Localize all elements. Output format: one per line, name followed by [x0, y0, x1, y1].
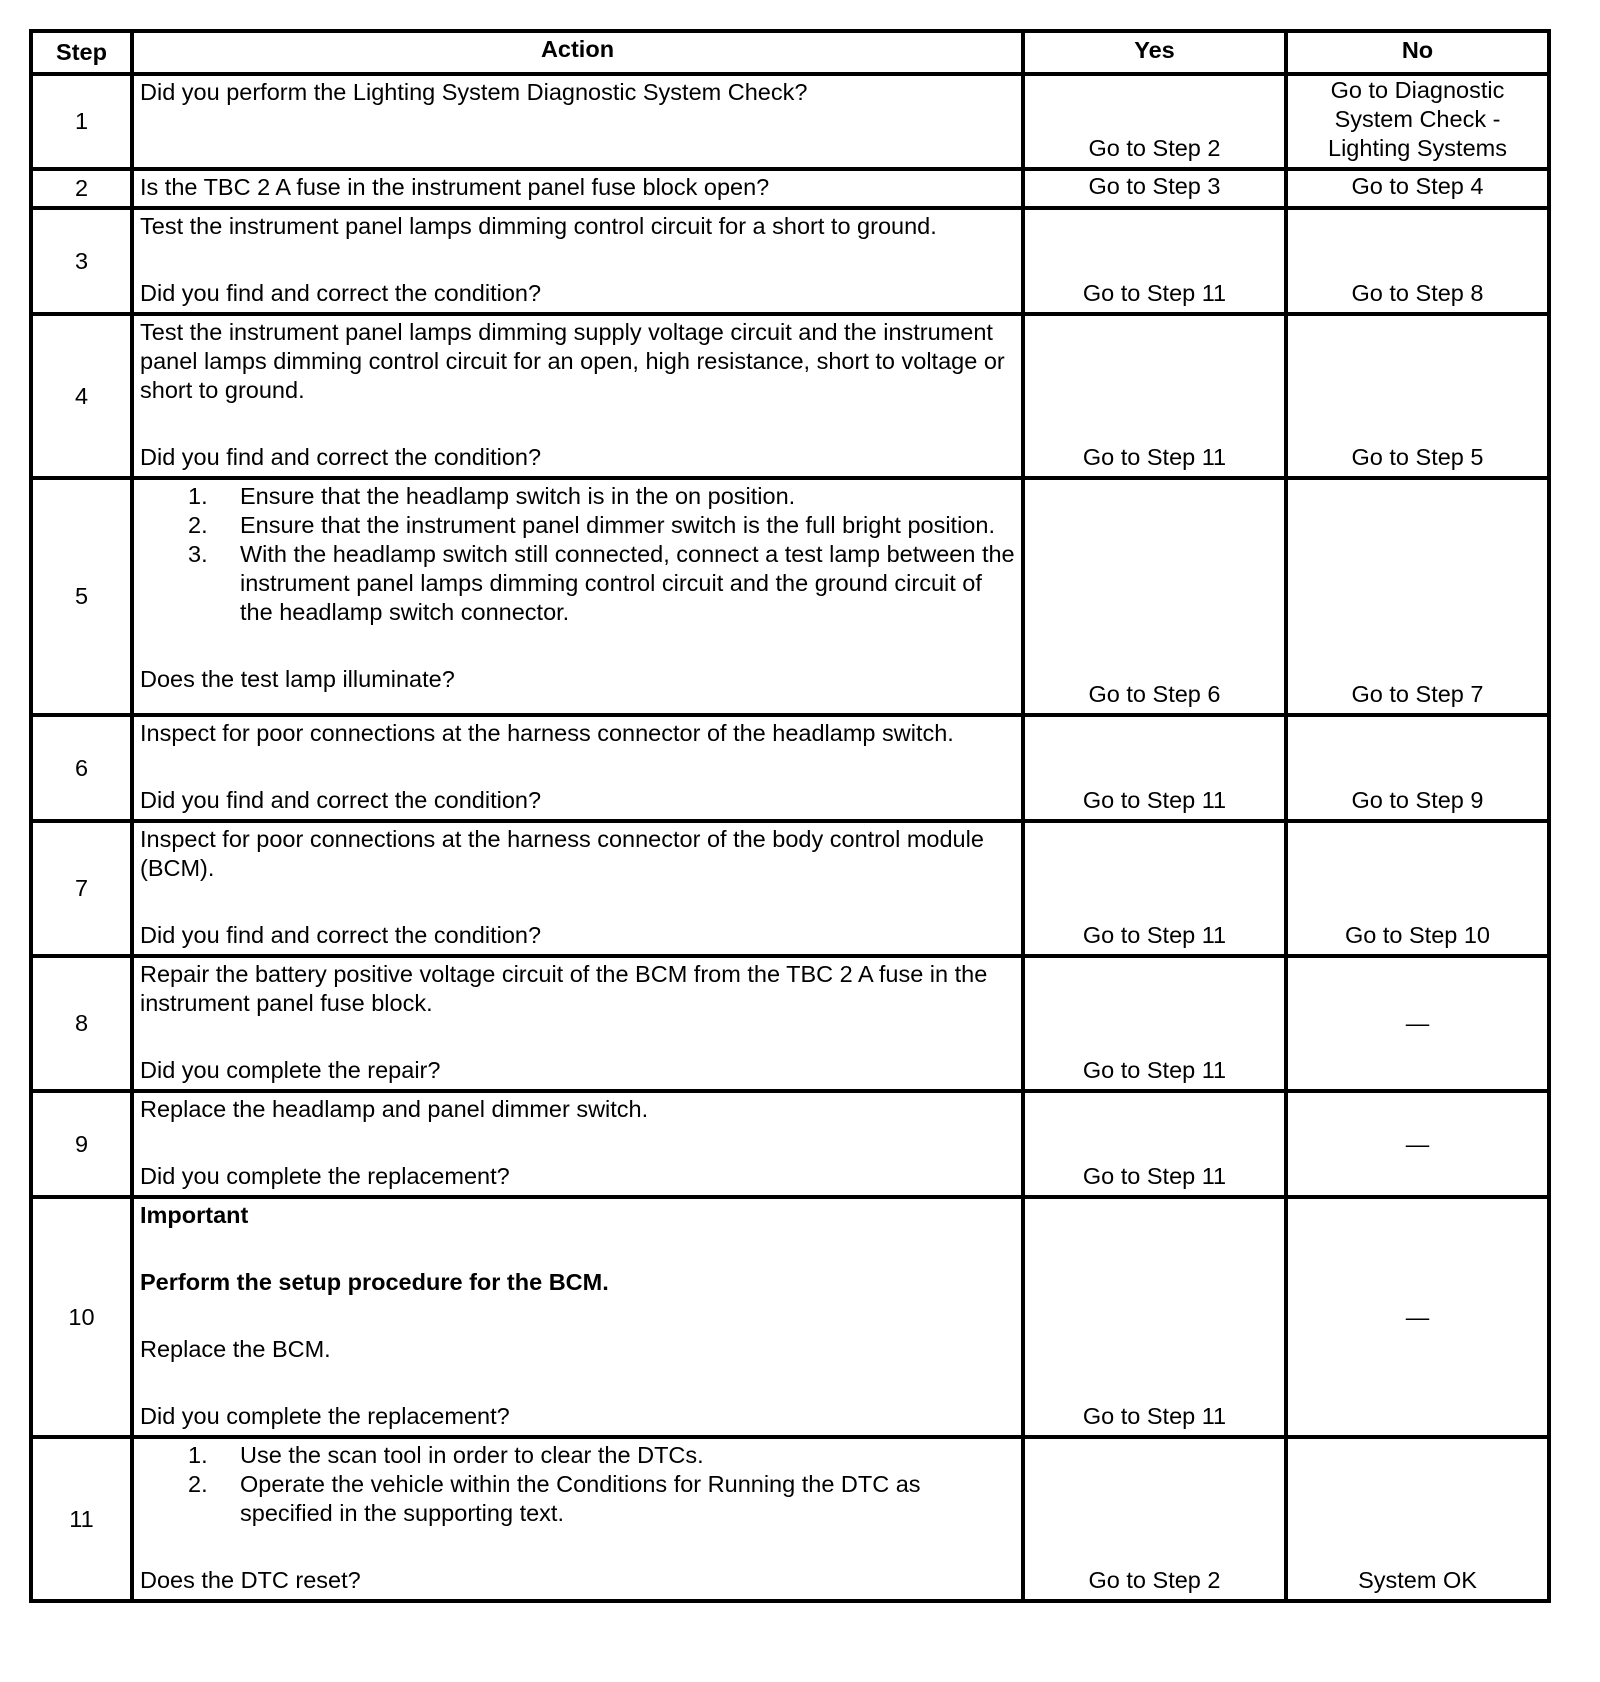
action-text: Is the TBC 2 A fuse in the instrument panel fuse block open?	[140, 174, 770, 200]
action-cell	[132, 821, 1023, 956]
action-text: Did you perform the Lighting System Diagnostic System Check?	[140, 79, 808, 105]
yes-cell: Go to Step 11	[1023, 956, 1286, 1091]
action-cell	[132, 314, 1023, 478]
action-text: Inspect for poor connections at the harness connector of the headlamp switch.	[140, 720, 954, 746]
no-cell: System OK	[1286, 1437, 1549, 1601]
step-number: 4	[31, 314, 132, 478]
action-question: Did you find and correct the condition?	[140, 787, 542, 813]
table-row	[31, 715, 1549, 821]
header-no: No	[1286, 31, 1549, 74]
yes-cell: Go to Step 11	[1023, 314, 1286, 478]
table-row	[31, 956, 1549, 1091]
action-text: Test the instrument panel lamps dimming supply voltage circuit and the instrument panel lamps dimming control circuit for an open, high resistance, short to voltage or short to ground.	[140, 319, 1005, 403]
action-list	[140, 482, 1015, 627]
action-question: Did you find and correct the condition?	[140, 444, 542, 470]
step-number: 3	[31, 208, 132, 314]
table-row	[31, 1197, 1549, 1437]
header-step: Step	[31, 31, 132, 74]
step-number: 10	[31, 1197, 132, 1437]
list-item: 1. Ensure that the headlamp switch is in the on position.	[188, 483, 796, 509]
action-question: Does the DTC reset?	[140, 1567, 361, 1593]
yes-cell: Go to Step 11	[1023, 1197, 1286, 1437]
no-cell: Go to Step 8	[1286, 208, 1549, 314]
table-row	[31, 208, 1549, 314]
header-row	[31, 31, 1549, 74]
action-cell	[132, 715, 1023, 821]
header-action: Action	[132, 31, 1023, 74]
list-item: 1. Use the scan tool in order to clear the DTCs.	[188, 1442, 704, 1468]
yes-cell: Go to Step 11	[1023, 1091, 1286, 1197]
action-cell	[132, 1197, 1023, 1437]
action-cell	[132, 208, 1023, 314]
table-row	[31, 74, 1549, 169]
no-cell: Go to Step 7	[1286, 478, 1549, 715]
no-cell: —	[1286, 956, 1549, 1091]
yes-cell: Go to Step 11	[1023, 715, 1286, 821]
action-text: Replace the headlamp and panel dimmer switch.	[140, 1096, 649, 1122]
diagnostic-table	[29, 29, 1551, 1603]
no-cell: Go to Step 9	[1286, 715, 1549, 821]
action-question: Did you find and correct the condition?	[140, 922, 542, 948]
step-number: 7	[31, 821, 132, 956]
action-list	[140, 1441, 1015, 1528]
yes-cell: Go to Step 3	[1023, 169, 1286, 208]
yes-cell: Go to Step 11	[1023, 821, 1286, 956]
no-cell: Go to Diagnostic System Check - Lighting Systems	[1286, 74, 1549, 169]
action-cell	[132, 956, 1023, 1091]
step-number: 2	[31, 169, 132, 208]
action-text: Replace the BCM.	[140, 1336, 331, 1362]
step-number: 9	[31, 1091, 132, 1197]
step-number: 1	[31, 74, 132, 169]
no-cell: Go to Step 4	[1286, 169, 1549, 208]
table-row	[31, 314, 1549, 478]
step-number: 5	[31, 478, 132, 715]
yes-cell: Go to Step 6	[1023, 478, 1286, 715]
action-question: Did you complete the replacement?	[140, 1403, 510, 1429]
table-row	[31, 1437, 1549, 1601]
yes-cell: Go to Step 11	[1023, 208, 1286, 314]
no-cell: —	[1286, 1091, 1549, 1197]
action-question: Did you find and correct the condition?	[140, 280, 542, 306]
yes-cell: Go to Step 2	[1023, 74, 1286, 169]
step-number: 6	[31, 715, 132, 821]
action-text: Inspect for poor connections at the harness connector of the body control module (BCM).	[140, 826, 984, 881]
list-item: 3. With the headlamp switch still connected, connect a test lamp between the instrument panel lamps dimming control circuit and the ground circuit of the headlamp switch connector.	[188, 541, 1015, 625]
action-question: Did you complete the replacement?	[140, 1163, 510, 1189]
step-number: 11	[31, 1437, 132, 1601]
list-item: 2. Ensure that the instrument panel dimmer switch is the full bright position.	[188, 512, 995, 538]
list-item: 2. Operate the vehicle within the Conditions for Running the DTC as specified in the supporting text.	[188, 1471, 921, 1526]
table-row	[31, 169, 1549, 208]
action-text: Test the instrument panel lamps dimming control circuit for a short to ground.	[140, 213, 937, 239]
yes-cell: Go to Step 2	[1023, 1437, 1286, 1601]
no-cell: —	[1286, 1197, 1549, 1437]
important-notice: Perform the setup procedure for the BCM.	[140, 1269, 609, 1295]
step-number: 8	[31, 956, 132, 1091]
action-cell	[132, 74, 1023, 169]
table-row	[31, 478, 1549, 715]
action-cell	[132, 169, 1023, 208]
important-label: Important	[140, 1202, 249, 1228]
action-question: Does the test lamp illuminate?	[140, 666, 455, 692]
action-cell	[132, 1437, 1023, 1601]
table-row	[31, 821, 1549, 956]
action-cell	[132, 1091, 1023, 1197]
table-row	[31, 1091, 1549, 1197]
no-cell: Go to Step 5	[1286, 314, 1549, 478]
action-question: Did you complete the repair?	[140, 1057, 441, 1083]
action-cell	[132, 478, 1023, 715]
action-text: Repair the battery positive voltage circuit of the BCM from the TBC 2 A fuse in the instrument panel fuse block.	[140, 961, 988, 1016]
header-yes: Yes	[1023, 31, 1286, 74]
no-cell: Go to Step 10	[1286, 821, 1549, 956]
